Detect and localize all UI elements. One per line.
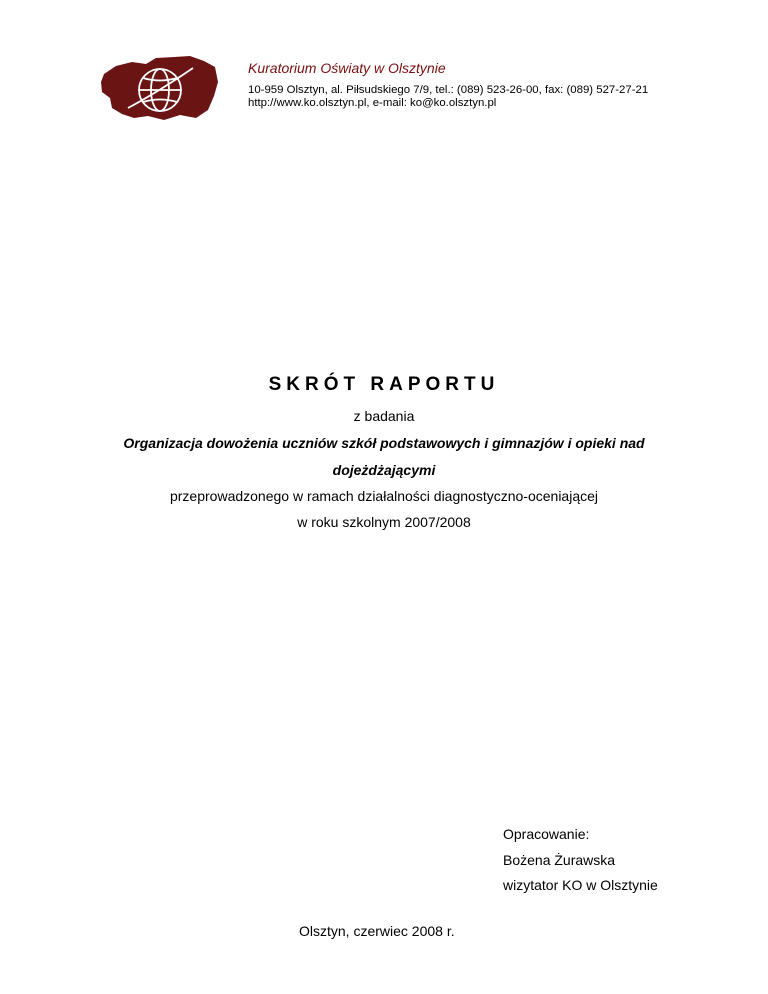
organization-contact: http://www.ko.olsztyn.pl, e-mail: ko@ko.olsztyn.pl [248, 97, 497, 109]
place-and-date: Olsztyn, czerwiec 2008 r. [299, 923, 455, 939]
kuratorium-logo [98, 52, 220, 122]
prepared-by-label: Opracowanie: [503, 826, 590, 842]
report-context: przeprowadzonego w ramach działalności diagnostyczno-oceniającej [169, 488, 599, 504]
report-title: SKRÓT RAPORTU [268, 374, 500, 395]
organization-address: 10-959 Olsztyn, al. Piłsudskiego 7/9, tel.: (089) 523-26-00, fax: (089) 527-27-21 [248, 84, 649, 96]
report-subtitle: z badania [353, 408, 415, 424]
report-topic-line-1: Organizacja dowożenia uczniów szkół podstawowych i gimnazjów i opieki nad [123, 435, 645, 451]
author-name: Bożena Żurawska [503, 852, 616, 868]
organization-name: Kuratorium Oświaty w Olsztynie [248, 60, 446, 76]
report-topic-line-2: dojeżdżającymi [332, 462, 436, 478]
author-role: wizytator KO w Olsztynie [503, 877, 658, 893]
report-school-year: w roku szkolnym 2007/2008 [297, 514, 471, 530]
